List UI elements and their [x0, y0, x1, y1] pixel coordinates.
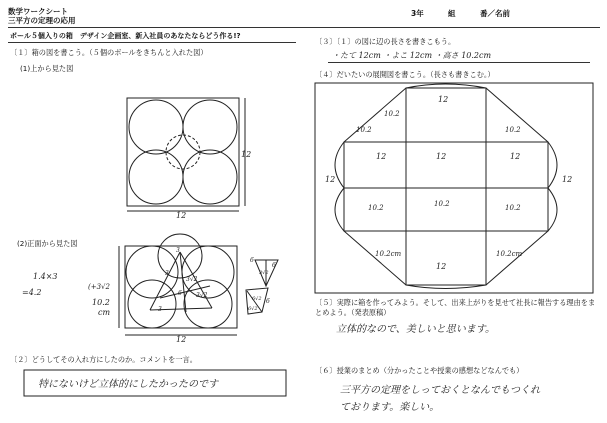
net-label-5: 12 [376, 152, 387, 161]
net-label-1: 10.2 [384, 110, 400, 118]
top-view-drawing [127, 98, 245, 211]
question-3: 〔３〕〔１〕の図に辺の長さを書きこもう。 [315, 37, 456, 46]
question-2: 〔２〕どうしてその入れ方にしたのか。コメントを一言。 [10, 355, 197, 364]
front-label-e: 3√2 [196, 292, 208, 299]
net-label-4: 12 [325, 175, 336, 184]
tri-label-a: 6 [250, 257, 254, 264]
net-label-12: 10.2cm [375, 250, 402, 258]
tri-label-b: 6 [272, 262, 276, 269]
net-label-3: 10.2 [505, 126, 521, 134]
front-label-a: 3 [176, 247, 180, 254]
front-bottom-label: 12 [176, 335, 187, 344]
q3-answer: ・たて 12cm ・よこ 12cm ・高さ 10.2cm [332, 51, 492, 60]
net-label-7: 12 [510, 152, 521, 161]
front-height-unit: cm [98, 308, 111, 317]
worksheet-topic: ボール５個入りの箱 デザイン企画室、新入社員のあなたならどう作る!? [10, 32, 241, 40]
worksheet-subject: 数学ワークシート [8, 7, 68, 16]
q6-answer-line-2: ております。楽しい。 [340, 402, 440, 413]
q3-answer-rule [328, 62, 590, 63]
net-label-10: 10.2 [434, 200, 450, 208]
net-label-6: 12 [436, 152, 447, 161]
grade-label: 3年 [411, 9, 424, 18]
tri-label-c: 3√2 [259, 270, 269, 276]
question-1: 〔１〕箱の図を書こう。（５個のボールをきちんと入れた図） [10, 48, 208, 57]
front-height-label: 10.2 [92, 298, 110, 307]
name-label: 番／名前 [480, 9, 510, 18]
front-left-expression: (+3√2 [88, 283, 110, 291]
tri-label-d: 6√2 [252, 296, 262, 302]
front-label-d: 6 [178, 290, 182, 297]
top-view-label: (1)上から見た図 [20, 64, 74, 73]
calc-line-1: 1.4×3 [33, 272, 58, 281]
net-drawing [335, 84, 557, 289]
q5-answer: 立体的なので、美しいと思います。 [336, 324, 495, 335]
net-label-0: 12 [438, 95, 449, 104]
question-4: 〔４〕だいたいの展開図を書こう。（長さも書きこむ。） [315, 70, 495, 79]
net-label-9: 10.2 [368, 204, 384, 212]
calc-line-2: =4.2 [22, 288, 42, 297]
net-label-13: 10.2cm [496, 250, 523, 258]
question-6: 〔６〕授業のまとめ（分かったことや授業の感想などなんでも） [315, 366, 524, 375]
tri-label-f: 6√2 [248, 306, 258, 312]
q2-answer: 特にないけど立体的にしたかったのです [38, 379, 218, 390]
q6-answer-line-1: 三平方の定理をしっておくとなんでもつくれ [340, 385, 540, 396]
front-label-b: 3 [165, 270, 169, 277]
net-label-11: 10.2 [505, 204, 521, 212]
tri-label-e: 6 [266, 298, 270, 305]
front-label-f: 3 [158, 306, 162, 313]
net-label-8: 12 [562, 175, 573, 184]
top-view-bottom-label: 12 [176, 211, 187, 220]
top-view-side-label: 12 [241, 150, 252, 159]
front-label-c: 3√2 [186, 276, 198, 283]
front-view-label: (2)正面から見た図 [17, 239, 78, 248]
net-label-2: 10.2 [356, 126, 372, 134]
worksheet-unit: 三平方の定理の応用 [8, 16, 76, 25]
question-5: 〔５〕実際に箱を作ってみよう。そして、出来上がりを見せて社長に報告する理由をまとめよう。（発表原稿） [315, 298, 596, 317]
class-label: 組 [448, 9, 456, 18]
net-label-14: 12 [436, 262, 447, 271]
